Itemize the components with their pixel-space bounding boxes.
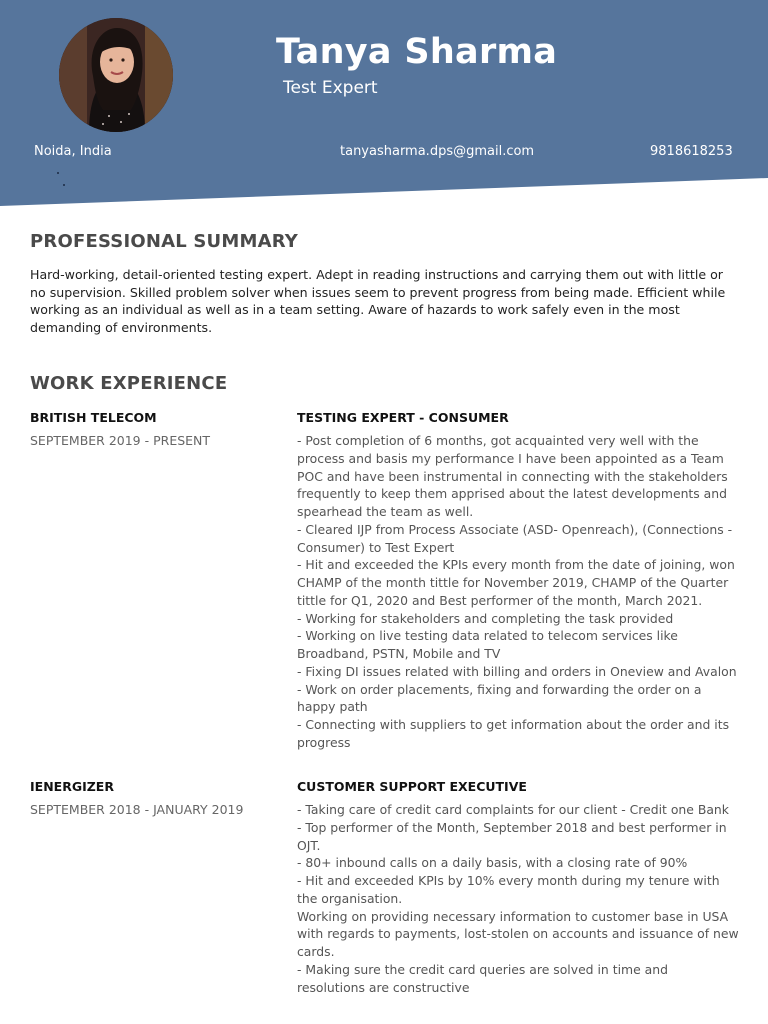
email-text: tanyasharma.dps@gmail.com xyxy=(340,144,535,159)
job-bullet: - Work on order placements, fixing and forwarding the order on a happy path xyxy=(297,681,702,715)
job-bullets xyxy=(297,432,739,752)
decorative-dot xyxy=(63,184,65,186)
experience-heading: WORK EXPERIENCE xyxy=(30,373,228,394)
profile-photo xyxy=(59,18,173,132)
decorative-dot xyxy=(57,172,59,174)
candidate-title: Test Expert xyxy=(283,78,378,98)
job-company: IENERGIZER xyxy=(30,779,114,794)
location-text: Noida, India xyxy=(34,144,112,159)
job-bullet: - Post completion of 6 months, got acquainted very well with the process and basis my performance I have been appointed as a Team POC and have been instrumental in connecting with the stakeholders frequently to keep them apprised about the latest developments and spearhead the team as well. xyxy=(297,433,728,519)
job-bullet: - Top performer of the Month, September 2018 and best performer in OJT. xyxy=(297,819,727,853)
job-dates: SEPTEMBER 2018 - JANUARY 2019 xyxy=(30,802,244,817)
job-bullet: - Working for stakeholders and completing the task provided xyxy=(297,610,674,626)
job-bullet: - 80+ inbound calls on a daily basis, with a closing rate of 90% xyxy=(297,855,688,871)
job-bullet: - Hit and exceeded the KPIs every month from the date of joining, won CHAMP of the month tittle for November 2019, CHAMP of the Quarter tittle for Q1, 2020 and Best performer of the month, March 2021. xyxy=(297,557,735,608)
job-bullet: - Connecting with suppliers to get information about the order and its progress xyxy=(297,717,730,750)
job-bullet: - Taking care of credit card complaints for our client - Credit one Bank xyxy=(297,802,729,817)
job-company: BRITISH TELECOM xyxy=(30,410,157,425)
job-role: TESTING EXPERT - CONSUMER xyxy=(297,410,509,425)
job-dates: SEPTEMBER 2019 - PRESENT xyxy=(30,433,211,448)
candidate-name: Tanya Sharma xyxy=(276,32,558,72)
job-bullet: - Working on live testing data related to telecom services like Broadband, PSTN, Mobile and TV xyxy=(297,628,678,661)
job-bullet: - Cleared IJP from Process Associate (ASD- Openreach), (Connections -Consumer) to Test Expert xyxy=(297,521,733,555)
job-role: CUSTOMER SUPPORT EXECUTIVE xyxy=(297,779,527,794)
job-bullet: Working on providing necessary information to customer base in USA with regards to payments, lost-stolen on accounts and issuance of new cards. xyxy=(297,908,739,959)
summary-heading: PROFESSIONAL SUMMARY xyxy=(30,231,299,252)
phone-text: 9818618253 xyxy=(650,144,733,159)
job-bullet: - Fixing DI issues related with billing and orders in Oneview and Avalon xyxy=(297,663,737,679)
summary-text: Hard-working, detail-oriented testing expert. Adept in reading instructions and carrying them out with little or no supervision. Skilled problem solver when issues seem to prevent progress from being made. Efficient while working as an individual as well as in a team setting. Aware of hazards to work safely even in the most demanding of environments. xyxy=(30,267,726,336)
job-bullet: - Hit and exceeded KPIs by 10% every month during my tenure with the organisation. xyxy=(297,873,720,906)
job-bullets xyxy=(297,801,739,996)
job-bullet: - Making sure the credit card queries are solved in time and resolutions are constructive xyxy=(297,961,668,995)
